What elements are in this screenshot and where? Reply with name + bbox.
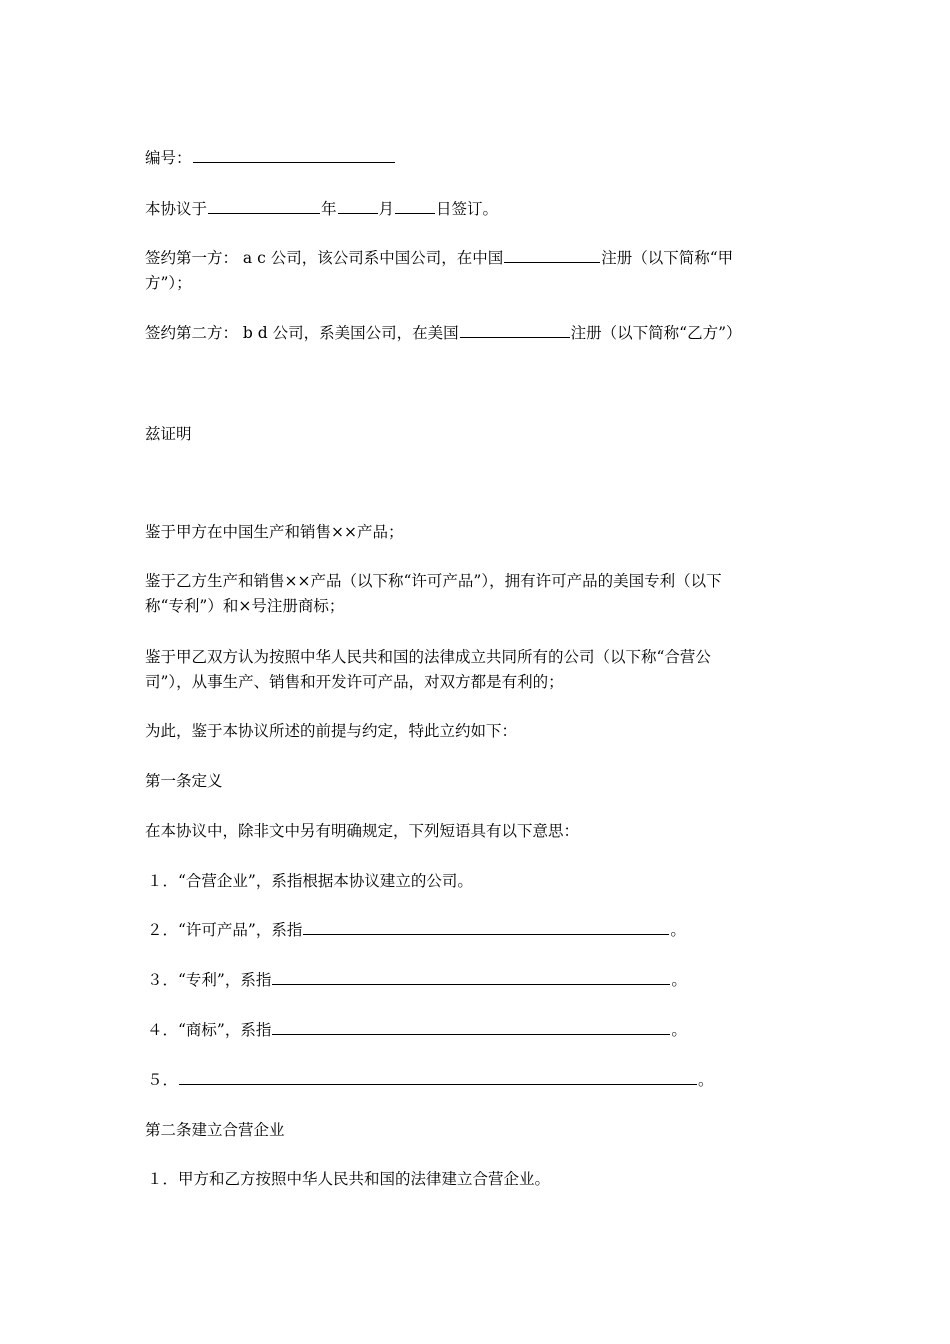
party-b-line [145,321,742,345]
party-a-line-2 [145,271,192,295]
licensed-product-blank[interactable] [303,918,669,935]
contract-number-line [145,146,396,170]
contract-number-blank[interactable] [193,146,395,163]
patent-blank[interactable] [272,968,670,985]
recital-3-line-1: 鉴于甲乙双方认为按照中华人民共和国的法律成立共同所有的公司（以下称“合营公 [145,648,711,666]
whereas-clause: 为此，鉴于本协议所述的前提与约定，特此立约如下： [145,722,518,740]
year-blank[interactable] [208,197,320,214]
definition-item-2 [147,918,686,942]
signing-date-prefix: 本协议于 [145,200,208,218]
party-b-text: 签约第二方： b d 公司，系美国公司，在美国 [145,324,459,342]
party-a-line-1 [145,246,733,270]
party-b-abbreviation: 注册（以下简称“乙方”） [570,324,742,342]
article-1-intro: 在本协议中，除非文中另有明确规定，下列短语具有以下意思： [145,822,580,840]
party-a-registration-blank[interactable] [504,246,600,263]
recital-2-line-1: 鉴于乙方生产和销售××产品（以下称“许可产品”），拥有许可产品的美国专利（以下 [145,572,722,590]
day-label: 日签订。 [436,200,499,218]
definition-item-5 [147,1068,714,1092]
definition-item-3 [147,968,687,992]
month-blank[interactable] [338,197,378,214]
definition-item-2-end: 。 [670,921,686,939]
article-1-title: 第一条定义 [145,772,223,790]
definition-item-5-label: ５． [147,1071,179,1089]
party-a-abbreviation: 注册（以下简称“甲 [601,249,734,267]
definition-item-5-end: 。 [698,1071,714,1089]
definition-item-4 [147,1018,687,1042]
day-blank[interactable] [395,197,435,214]
trademark-blank[interactable] [272,1018,670,1035]
party-b-registration-blank[interactable] [460,321,570,338]
article-2-title: 第二条建立合营企业 [145,1121,285,1139]
article-2-item-1: １．甲方和乙方按照中华人民共和国的法律建立合营企业。 [147,1170,551,1188]
definition-item-2-label: ２．“许可产品”，系指 [147,921,303,939]
definition-5-blank[interactable] [179,1068,697,1085]
definition-item-4-label: ４．“商标”，系指 [147,1021,272,1039]
definition-item-4-end: 。 [671,1021,687,1039]
contract-number-label: 编号： [145,149,192,167]
recital-1: 鉴于甲方在中国生产和销售××产品； [145,523,404,541]
witness-heading: 兹证明 [145,425,192,443]
definition-item-3-end: 。 [671,971,687,989]
party-a-text: 签约第一方： a c 公司，该公司系中国公司，在中国 [145,249,504,267]
recital-2-line-2: 称“专利”）和×号注册商标； [145,597,345,615]
signing-date-line [145,197,498,221]
party-a-abbreviation-end: 方”）； [145,274,192,292]
year-label: 年 [321,200,337,218]
definition-item-3-label: ３．“专利”，系指 [147,971,272,989]
month-label: 月 [378,200,395,218]
recital-3-line-2: 司”），从事生产、销售和开发许可产品，对双方都是有利的； [145,673,564,691]
definition-item-1: １．“合营企业”，系指根据本协议建立的公司。 [147,872,473,890]
